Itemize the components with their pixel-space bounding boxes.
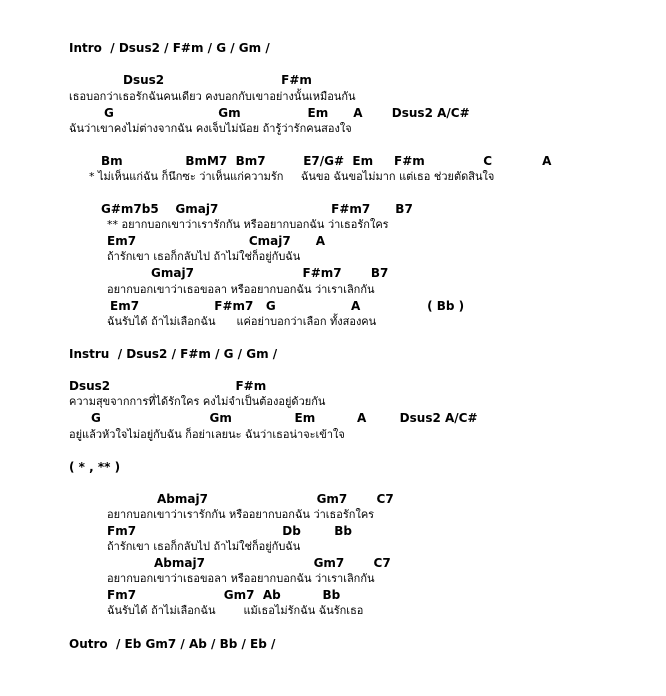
- chord-line: Em7 F#m7 G A ( Bb ): [110, 299, 465, 313]
- lyric-line: อยู่แล้วหัวใจไม่อยู่กับฉัน ก็อย่าเลยนะ ฉันว่าเธอน่าจะเข้าใจ: [69, 428, 345, 441]
- chord-line: Fm7 Db Bb: [107, 524, 352, 538]
- lyric-line: ความสุขจากการที่ได้รักใคร คงไม่จำเป็นต้องอยู่ด้วยกัน: [69, 395, 326, 408]
- chord-line: Abmaj7 Gm7 C7: [157, 492, 394, 506]
- chord-line: Gmaj7 F#m7 B7: [151, 266, 389, 280]
- lyric-line: อยากบอกเขาว่าเธอขอลา หรืออยากบอกฉัน ว่าเราเลิกกัน: [107, 283, 375, 296]
- lyric-line: ** อยากบอกเขาว่าเรารักกัน หรืออยากบอกฉัน ว่าเธอรักใคร: [107, 218, 389, 231]
- outro-line: Outro / Eb Gm7 / Ab / Bb / Eb /: [69, 637, 276, 651]
- lyric-line: ฉันรับได้ ถ้าไม่เลือกฉัน แม้เธอไม่รักฉัน ฉันรักเธอ: [107, 604, 364, 617]
- lyric-line: อยากบอกเขาว่าเธอขอลา หรืออยากบอกฉัน ว่าเราเลิกกัน: [107, 572, 375, 585]
- chord-line: Dsus2 F#m: [123, 73, 312, 87]
- lyric-line: ฉันว่าเขาคงไม่ต่างจากฉัน คงเจ็บไม่น้อย ถ้ารู้ว่ารักคนสองใจ: [69, 122, 352, 135]
- lyric-line: ฉันรับได้ ถ้าไม่เลือกฉัน แค่อย่าบอกว่าเลือก ทั้งสองคน: [107, 315, 377, 328]
- lyric-line: เธอบอกว่าเธอรักฉันคนเดียว คงบอกกับเขาอย่างนั้นเหมือนกัน: [69, 90, 356, 103]
- repeat-marker: ( * , ** ): [69, 460, 121, 474]
- chord-line: Dsus2 F#m: [69, 379, 267, 393]
- chord-line: Fm7 Gm7 Ab Bb: [107, 588, 341, 602]
- chord-line: G#m7b5 Gmaj7 F#m7 B7: [101, 202, 413, 216]
- chord-line: Abmaj7 Gm7 C7: [154, 556, 391, 570]
- instru-line: Instru / Dsus2 / F#m / G / Gm /: [69, 347, 278, 361]
- lyric-line: ถ้ารักเขา เธอก็กลับไป ถ้าไม่ใช่ก็อยู่กับฉัน: [107, 250, 301, 263]
- chord-line: G Gm Em A Dsus2 A/C#: [91, 411, 478, 425]
- chord-line: Bm BmM7 Bm7 E7/G# Em F#m C A: [101, 154, 552, 168]
- intro-line: Intro / Dsus2 / F#m / G / Gm /: [69, 41, 270, 55]
- chord-line: G Gm Em A Dsus2 A/C#: [104, 106, 470, 120]
- lyric-line: * ไม่เห็นแก่ฉัน ก็นึกซะ ว่าเห็นแก่ความรัก ฉันขอ ฉันขอไม่มาก แต่เธอ ช่วยตัดสินใจ: [89, 170, 495, 183]
- lyric-line: อยากบอกเขาว่าเรารักกัน หรืออยากบอกฉัน ว่าเธอรักใคร: [107, 508, 375, 521]
- lyric-line: ถ้ารักเขา เธอก็กลับไป ถ้าไม่ใช่ก็อยู่กับฉัน: [107, 540, 301, 553]
- chord-line: Em7 Cmaj7 A: [107, 234, 326, 248]
